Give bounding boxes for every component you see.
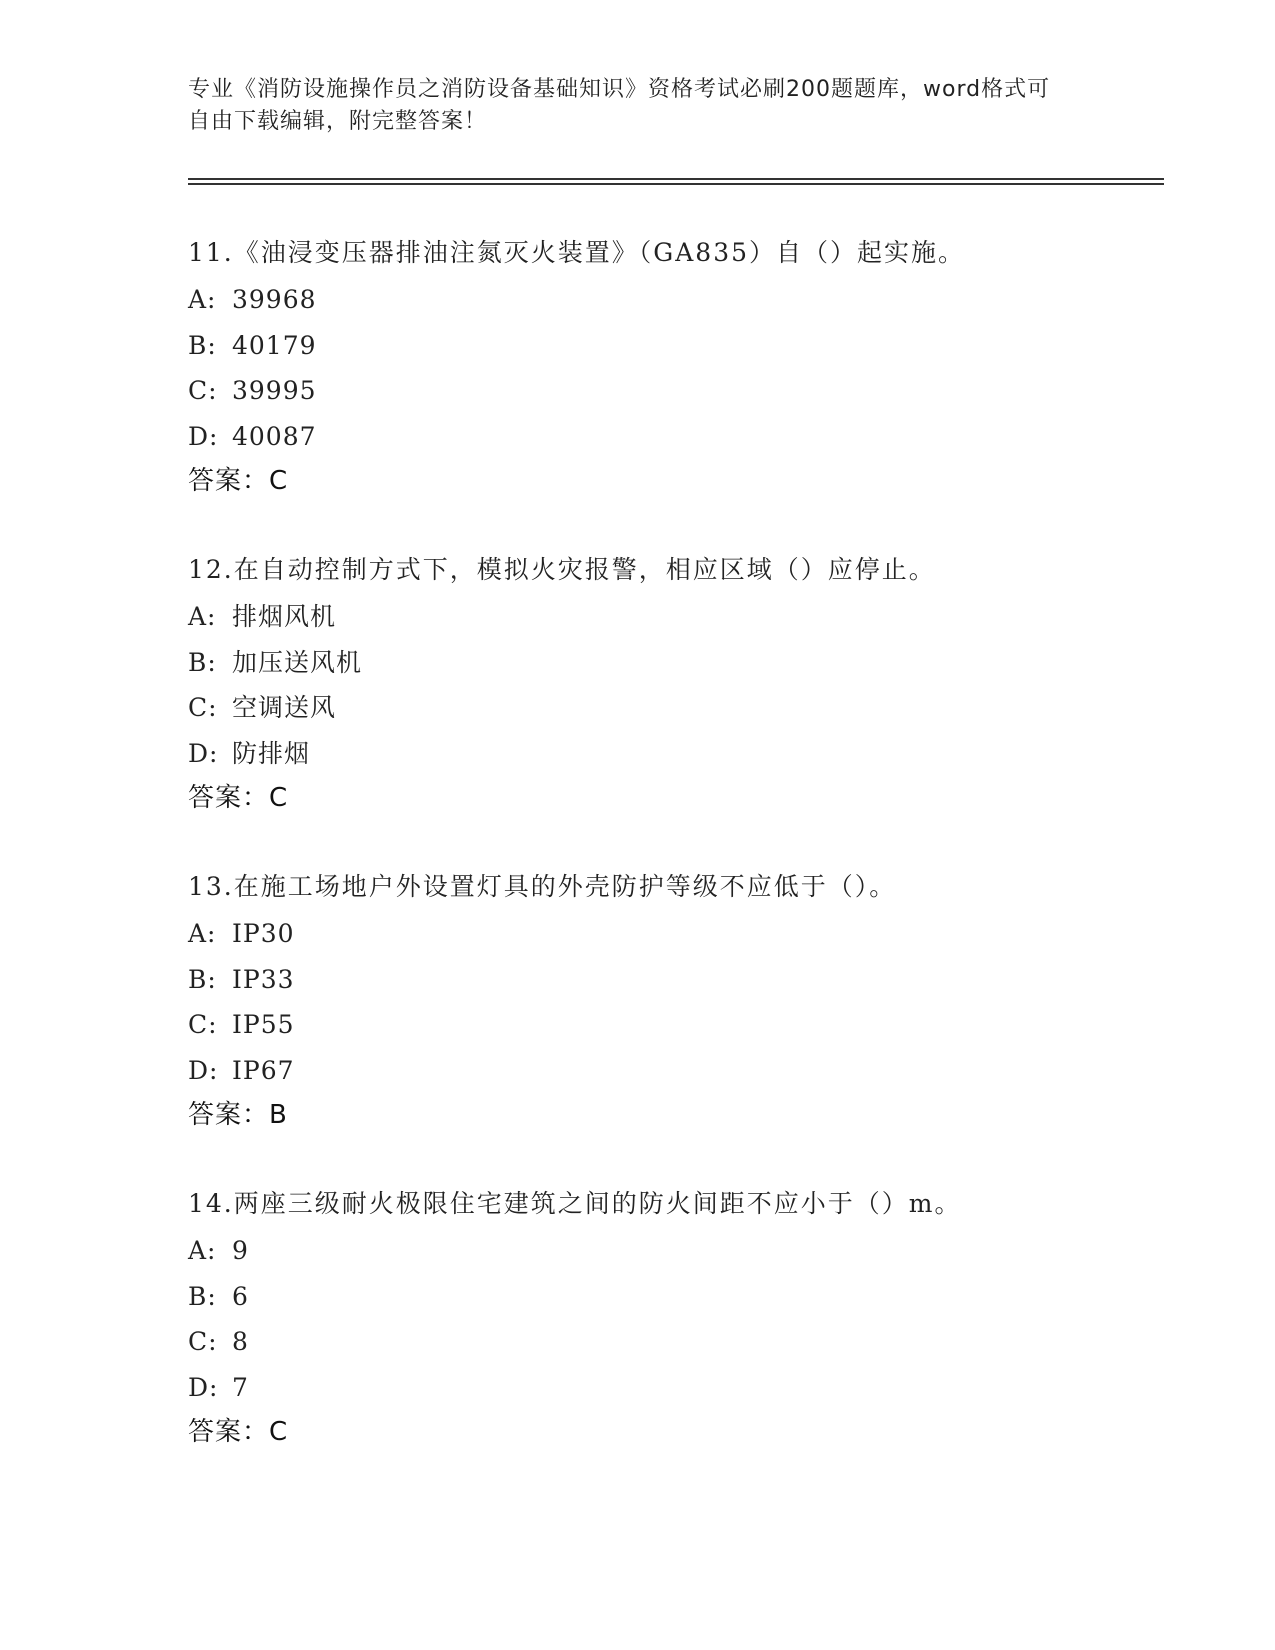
option-letter: A: bbox=[188, 919, 217, 948]
option-letter: B: bbox=[188, 647, 217, 677]
document-intro: 专业《消防设施操作员之消防设备基础知识》资格考试必刷200题题库，word格式可自由下载编辑，附完整答案！ bbox=[188, 77, 1051, 134]
option-letter: A: bbox=[188, 285, 217, 314]
option-letter: A: bbox=[188, 602, 217, 631]
option-text: IP30 bbox=[232, 919, 295, 948]
option-b bbox=[188, 640, 1188, 686]
option-text: 40179 bbox=[232, 330, 317, 360]
question-stem: 11.《油浸变压器排油注氮灭火装置》（GA835）自（）起实施。 bbox=[188, 238, 966, 267]
option-text: 6 bbox=[232, 1281, 249, 1311]
option-letter: B: bbox=[188, 1281, 217, 1311]
option-letter: C: bbox=[188, 376, 218, 405]
question-block bbox=[188, 865, 1188, 1137]
option-text: IP55 bbox=[232, 1010, 295, 1039]
option-text: 防排烟 bbox=[232, 738, 311, 768]
answer-line: 答案：B bbox=[188, 1100, 288, 1130]
answer-line: 答案：C bbox=[188, 1417, 289, 1447]
option-c bbox=[188, 1319, 1188, 1365]
option-a bbox=[188, 911, 1188, 957]
question-stem: 12.在自动控制方式下，模拟火灾报警，相应区域（）应停止。 bbox=[188, 555, 936, 584]
option-text: 39968 bbox=[232, 285, 317, 314]
option-letter: D: bbox=[188, 738, 219, 768]
option-a bbox=[188, 277, 1188, 323]
option-letter: A: bbox=[188, 1236, 217, 1265]
question-block bbox=[188, 1182, 1188, 1454]
header-divider-top bbox=[188, 178, 1164, 180]
option-text: 9 bbox=[232, 1236, 249, 1265]
option-letter: C: bbox=[188, 1010, 218, 1039]
option-c bbox=[188, 1002, 1188, 1048]
option-d bbox=[188, 414, 1188, 460]
option-a bbox=[188, 594, 1188, 640]
option-letter: C: bbox=[188, 1327, 218, 1356]
header-divider-bottom bbox=[188, 183, 1164, 185]
option-letter: D: bbox=[188, 1372, 219, 1402]
option-d bbox=[188, 1365, 1188, 1411]
option-letter: B: bbox=[188, 964, 217, 994]
option-text: IP33 bbox=[232, 964, 295, 994]
option-text: 7 bbox=[232, 1372, 249, 1402]
option-d bbox=[188, 1048, 1188, 1094]
answer-line: 答案：C bbox=[188, 783, 289, 813]
option-b bbox=[188, 1274, 1188, 1320]
option-letter: B: bbox=[188, 330, 217, 360]
option-a bbox=[188, 1228, 1188, 1274]
option-letter: D: bbox=[188, 1055, 219, 1085]
option-text: 加压送风机 bbox=[232, 647, 363, 677]
question-stem: 14.两座三级耐火极限住宅建筑之间的防火间距不应小于（）m。 bbox=[188, 1189, 962, 1218]
option-text: 8 bbox=[232, 1327, 249, 1356]
option-text: 排烟风机 bbox=[232, 602, 337, 631]
question-block bbox=[188, 231, 1188, 503]
answer-line: 答案：C bbox=[188, 466, 289, 496]
option-b bbox=[188, 323, 1188, 369]
option-letter: D: bbox=[188, 421, 219, 451]
option-text: 空调送风 bbox=[232, 693, 337, 722]
question-block bbox=[188, 548, 1188, 820]
option-d bbox=[188, 731, 1188, 777]
option-c bbox=[188, 685, 1188, 731]
option-text: IP67 bbox=[232, 1055, 295, 1085]
option-b bbox=[188, 957, 1188, 1003]
option-text: 39995 bbox=[232, 376, 317, 405]
question-stem: 13.在施工场地户外设置灯具的外壳防护等级不应低于（）。 bbox=[188, 872, 897, 901]
option-letter: C: bbox=[188, 693, 218, 722]
option-text: 40087 bbox=[232, 421, 317, 451]
option-c bbox=[188, 368, 1188, 414]
